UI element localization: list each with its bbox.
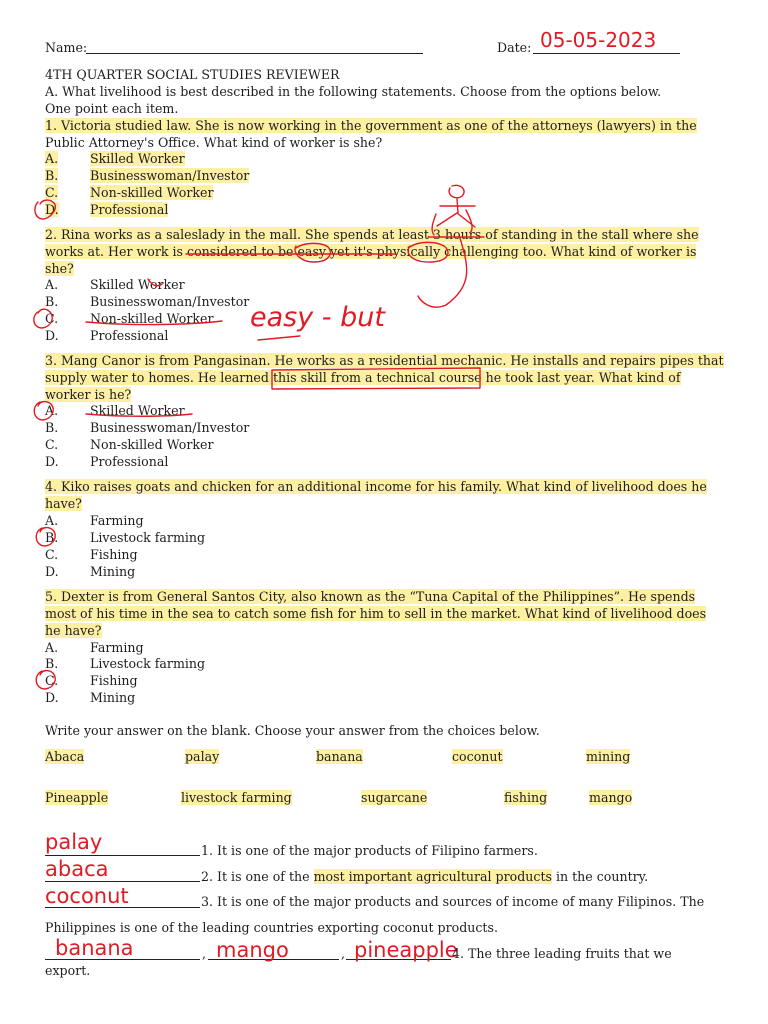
- question-5-line-1: 5. Dexter is from General Santos City, also known as the “Tuna Capital of the Philippines”. He spends: [45, 589, 696, 604]
- name-blank[interactable]: [86, 53, 423, 54]
- q2-option-d-letter: D.: [45, 328, 59, 343]
- q4-option-a-letter: A.: [45, 513, 59, 528]
- q3-option-a-letter: A.: [45, 403, 59, 418]
- q4-option-b-letter: B.: [45, 530, 59, 545]
- q2-option-a-letter: A.: [45, 277, 59, 292]
- comma-2: ,: [341, 946, 346, 961]
- q4-option-a-text: Farming: [90, 513, 144, 528]
- q1-option-b-letter: B.: [45, 168, 59, 183]
- choice-palay: palay: [185, 749, 220, 764]
- stick-figure-body: [437, 199, 475, 227]
- handwritten-note: easy - but: [250, 302, 385, 333]
- choice-abaca: Abaca: [45, 749, 85, 764]
- q2-option-b-letter: B.: [45, 294, 59, 309]
- name-label: Name:: [45, 40, 88, 55]
- page-title: 4TH QUARTER SOCIAL STUDIES REVIEWER: [45, 67, 340, 82]
- q2-option-b-text: Businesswoman/Investor: [90, 294, 250, 309]
- q5-option-a-text: Farming: [90, 640, 144, 655]
- date-label: Date:: [497, 40, 532, 55]
- q5-option-b-text: Livestock farming: [90, 656, 206, 671]
- stick-figure-head: [449, 185, 464, 198]
- handwritten-answer-1: palay: [45, 830, 103, 854]
- q1-option-d-letter: D.: [45, 202, 59, 217]
- q2-option-d-text: Professional: [90, 328, 169, 343]
- choice-pineapple: Pineapple: [45, 790, 109, 805]
- q1-option-a-letter: A.: [45, 151, 59, 166]
- note-underline: [258, 336, 300, 340]
- date-blank[interactable]: [533, 53, 680, 54]
- choice-banana: banana: [316, 749, 363, 764]
- q4-option-c-letter: C.: [45, 547, 59, 562]
- handwritten-answer-4a: banana: [55, 936, 134, 960]
- question-3-line-3: worker is he?: [45, 387, 132, 402]
- q3-option-a-text: Skilled Worker: [90, 403, 185, 418]
- choice-sugarcane: sugarcane: [361, 790, 428, 805]
- question-1-line-2: Public Attorney's Office. What kind of worker is she?: [45, 135, 383, 150]
- question-4-line-1: 4. Kiko raises goats and chicken for an additional income for his family. What kind of livelihood does he: [45, 479, 707, 494]
- q2-option-c-text: Non-skilled Worker: [90, 311, 214, 326]
- question-2-line-2: works at. Her work is considered to be easy yet it's physically challenging too. What kind of worker is: [45, 244, 697, 259]
- instruction-line-1: A. What livelihood is best described in the following statements. Choose from the options below.: [45, 84, 662, 99]
- q4-option-b-text: Livestock farming: [90, 530, 206, 545]
- q3-option-c-letter: C.: [45, 437, 59, 452]
- q1-option-b-text: Businesswoman/Investor: [90, 168, 250, 183]
- q3-option-b-text: Businesswoman/Investor: [90, 420, 250, 435]
- q3-option-b-letter: B.: [45, 420, 59, 435]
- answer-blank-1[interactable]: [45, 855, 200, 856]
- choice-mango: mango: [589, 790, 633, 805]
- choice-fishing: fishing: [504, 790, 548, 805]
- item-3-text-line-2: Philippines is one of the leading countries exporting coconut products.: [45, 920, 498, 935]
- item-4-text-line-2: export.: [45, 963, 91, 978]
- question-5-line-3: he have?: [45, 623, 102, 638]
- choice-livestock-farming: livestock farming: [181, 790, 292, 805]
- q5-option-d-letter: D.: [45, 690, 59, 705]
- q3-option-d-text: Professional: [90, 454, 169, 469]
- answer-blank-2[interactable]: [45, 881, 200, 882]
- question-1-line-1: 1. Victoria studied law. She is now working in the government as one of the attorneys (lawyers) in the: [45, 118, 697, 133]
- q1-option-c-letter: C.: [45, 185, 59, 200]
- q5-option-b-letter: B.: [45, 656, 59, 671]
- q5-option-c-letter: C.: [45, 673, 59, 688]
- choice-mining: mining: [586, 749, 631, 764]
- q1-option-c-text: Non-skilled Worker: [90, 185, 214, 200]
- question-2-line-1: 2. Rina works as a saleslady in the mall. She spends at least 3 hours of standing in the stall where she: [45, 227, 699, 242]
- q5-option-a-letter: A.: [45, 640, 59, 655]
- question-3-line-2: supply water to homes. He learned this skill from a technical course he took last year. What kind of: [45, 370, 681, 385]
- handwritten-answer-3: coconut: [45, 884, 129, 908]
- section-b-instruction: Write your answer on the blank. Choose your answer from the choices below.: [45, 723, 540, 738]
- q4-option-d-letter: D.: [45, 564, 59, 579]
- q4-option-c-text: Fishing: [90, 547, 138, 562]
- q5-option-d-text: Mining: [90, 690, 136, 705]
- instruction-line-2: One point each item.: [45, 101, 179, 116]
- q1-option-d-text: Professional: [90, 202, 169, 217]
- question-2-line-3: she?: [45, 261, 74, 276]
- handwritten-answer-2: abaca: [45, 857, 109, 881]
- q3-option-d-letter: D.: [45, 454, 59, 469]
- q2-option-a-text: Skilled Worker: [90, 277, 185, 292]
- question-3-line-1: 3. Mang Canor is from Pangasinan. He works as a residential mechanic. He installs and repairs pipes that: [45, 353, 724, 368]
- handwritten-answer-4c: pineapple: [354, 938, 458, 962]
- q3-option-c-text: Non-skilled Worker: [90, 437, 214, 452]
- item-4-text-line-1: 4. The three leading fruits that we: [452, 946, 672, 961]
- handwritten-answer-4b: mango: [216, 938, 289, 962]
- choice-coconut: coconut: [452, 749, 503, 764]
- question-4-line-2: have?: [45, 496, 82, 511]
- comma-1: ,: [202, 946, 207, 961]
- item-2-text: 2. It is one of the most important agricultural products in the country.: [201, 869, 649, 884]
- date-handwritten: 05-05-2023: [540, 28, 657, 52]
- item-3-text-line-1: 3. It is one of the major products and sources of income of many Filipinos. The: [201, 894, 705, 909]
- q2-option-c-letter: C.: [45, 311, 59, 326]
- question-5-line-2: most of his time in the sea to catch some fish for him to sell in the market. What kind of livelihood does: [45, 606, 707, 621]
- item-1-text: 1. It is one of the major products of Filipino farmers.: [201, 843, 538, 858]
- q1-option-a-text: Skilled Worker: [90, 151, 185, 166]
- q5-option-c-text: Fishing: [90, 673, 138, 688]
- q4-option-d-text: Mining: [90, 564, 136, 579]
